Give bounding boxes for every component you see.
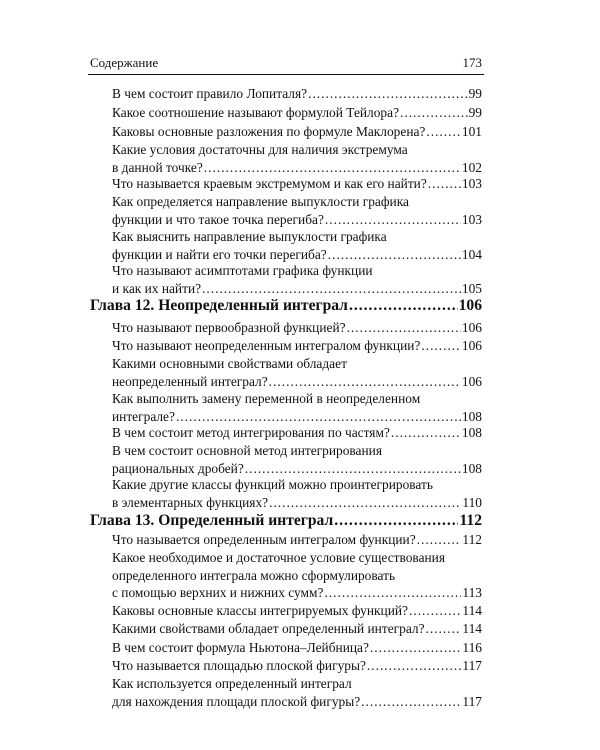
toc-entry [112,549,482,602]
dot-leader [269,494,461,512]
entry-text: В чем состоит метод интегрирования по частям? [112,425,390,440]
entry-text: рациональных дробей? [112,460,244,476]
entry-page-number: 106 [461,373,482,389]
running-header [90,54,482,72]
toc-entry [112,424,482,442]
dot-leader [417,531,462,549]
chapter-entry [90,511,482,531]
entry-page-number: 104 [461,246,482,262]
dot-leader [176,408,461,426]
entry-text: Как определяется направление выпуклости графика [112,194,409,209]
dot-leader [426,620,462,638]
entry-line-with-page [112,602,482,620]
entry-text: Какие другие классы функций можно проинтегрировать [112,477,433,492]
toc-entry [112,104,482,122]
dot-leader [428,175,461,193]
toc-entry [112,657,482,675]
entry-line-with-page [112,123,482,141]
entry-line-with-page [112,280,482,298]
toc-entry [112,85,482,103]
entry-page-number: 106 [458,297,482,314]
entry-page-number: 106 [461,338,482,353]
entry-text: В чем состоит основной метод интегрирования [112,443,382,458]
toc-entry [112,123,482,141]
entry-line-with-page [112,531,482,549]
entry-text: функции и что такое точка перегиба? [112,211,324,227]
entry-text: Какое соотношение называют формулой Тейлора? [112,105,400,120]
header-title: Содержание [90,55,159,70]
entry-page-number: 117 [462,693,482,709]
toc-entry [112,228,482,263]
entry-page-number: 99 [468,86,482,101]
entry-line-with-page [112,460,482,478]
entry-line-with-page [112,693,482,711]
dot-leader [347,319,461,337]
toc-entry [112,337,482,355]
entry-text: Что называют неопределенным интегралом функции? [112,338,421,353]
entry-line-with-page [112,408,482,426]
entry-page-number: 103 [461,176,482,191]
dot-leader [269,373,461,391]
dot-leader [400,104,468,122]
entry-text: Какими свойствами обладает определенный интеграл? [112,621,425,636]
entry-page-number: 112 [462,532,482,547]
entry-page-number: 108 [461,460,482,476]
entry-text: Как выяснить направление выпуклости графика [112,229,387,244]
entry-text: с помощью верхних и нижних сумм? [112,585,324,600]
dot-leader [334,511,458,531]
entry-text: Как используется определенный интеграл [112,676,352,691]
dot-leader [421,337,461,355]
entry-text: функции и найти его точки перегиба? [112,246,327,262]
entry-line-with-page [112,246,482,264]
entry-line-with-page [112,657,482,675]
toc-entry [112,639,482,657]
entry-text: Что называется площадью плоской фигуры? [112,658,366,673]
entry-text: определенного интеграла можно сформулировать [112,567,396,583]
entry-page-number: 113 [462,585,482,600]
entry-text: Что называют асимптотами графика функции [112,263,373,278]
entry-text: неопределенный интеграл? [112,373,268,389]
entry-page-number: 112 [459,512,482,529]
entry-page-number: 110 [462,494,482,510]
entry-text: Какое необходимое и достаточное условие существования [112,550,446,565]
entry-line-with-page [112,337,482,355]
toc-entry [112,141,482,176]
entry-line-with-page [112,494,482,512]
dot-leader [328,246,461,264]
dot-leader [245,460,461,478]
toc-entry [112,602,482,620]
toc-entry [112,262,482,297]
entry-line-with-page [112,319,482,337]
entry-text: Что называется краевым экстремумом и как его найти? [112,176,427,191]
entry-line-with-page [112,620,482,638]
toc-entry [112,319,482,337]
entry-page-number: 114 [462,621,482,636]
entry-text: Как выполнить замену переменной в неопределенном [112,391,421,406]
entry-page-number: 117 [462,658,482,673]
dot-leader [325,211,461,229]
entry-text: Каковы основные разложения по формуле Маклорена? [112,124,426,139]
toc-entry [112,193,482,228]
toc-entry [112,442,482,477]
entry-text: интеграле? [112,408,175,424]
entry-text: Что называется определенным интегралом функции? [112,532,416,547]
entry-text: Какие условия достаточны для наличия экстремума [112,142,408,157]
toc-entry [112,476,482,511]
dot-leader [308,85,468,103]
entry-line-with-page [112,639,482,657]
entry-line-with-page [112,211,482,229]
entry-page-number: 108 [461,425,482,440]
toc-entry [112,175,482,193]
entry-text: Какими основными свойствами обладает [112,356,347,371]
entry-text: для нахождения площади плоской фигуры? [112,693,361,709]
entry-line-with-page [112,175,482,193]
toc-entry [112,355,482,390]
header-rule [88,74,484,75]
entry-page-number: 101 [461,124,482,139]
toc-entry [112,531,482,549]
entry-text: В чем состоит правило Лопиталя? [112,86,308,101]
dot-leader [204,159,461,177]
entry-line-with-page [90,296,482,316]
entry-page-number: 102 [461,159,482,175]
dot-leader [409,602,461,620]
toc-entry [112,390,482,425]
toc-entry [112,620,482,638]
entry-text: Каковы основные классы интегрируемых функций? [112,603,408,618]
chapter-entry [90,296,482,316]
entry-page-number: 99 [468,105,482,120]
entry-page-number: 103 [461,211,482,227]
entry-line-with-page [112,584,482,602]
dot-leader [370,639,461,657]
entry-page-number: 108 [461,408,482,424]
entry-text: в данной точке? [112,159,203,175]
entry-line-with-page [112,85,482,103]
dot-leader [349,296,458,316]
entry-line-with-page [112,104,482,122]
entry-text: в элементарных функциях? [112,494,269,510]
dot-leader [202,280,461,298]
entry-page-number: 116 [462,640,482,655]
entry-page-number: 114 [462,603,482,618]
dot-leader [426,123,461,141]
header-page-number: 173 [462,55,482,70]
entry-text: и как их найти? [112,280,202,296]
entry-text: Что называют первообразной функцией? [112,320,346,335]
dot-leader [367,657,462,675]
entry-text: Глава 12. Неопределенный интеграл [90,297,348,314]
entry-line-with-page [112,159,482,177]
entry-page-number: 106 [461,320,482,335]
dot-leader [391,424,461,442]
entry-page-number: 105 [461,280,482,296]
entry-line-with-page [112,424,482,442]
entry-line-with-page [90,511,482,531]
dot-leader [324,584,461,602]
entry-line-with-page [112,373,482,391]
entry-text: Глава 13. Определенный интеграл [90,512,334,529]
dot-leader [361,693,461,711]
entry-text: В чем состоит формула Ньютона–Лейбница? [112,640,369,655]
toc-entry [112,675,482,710]
